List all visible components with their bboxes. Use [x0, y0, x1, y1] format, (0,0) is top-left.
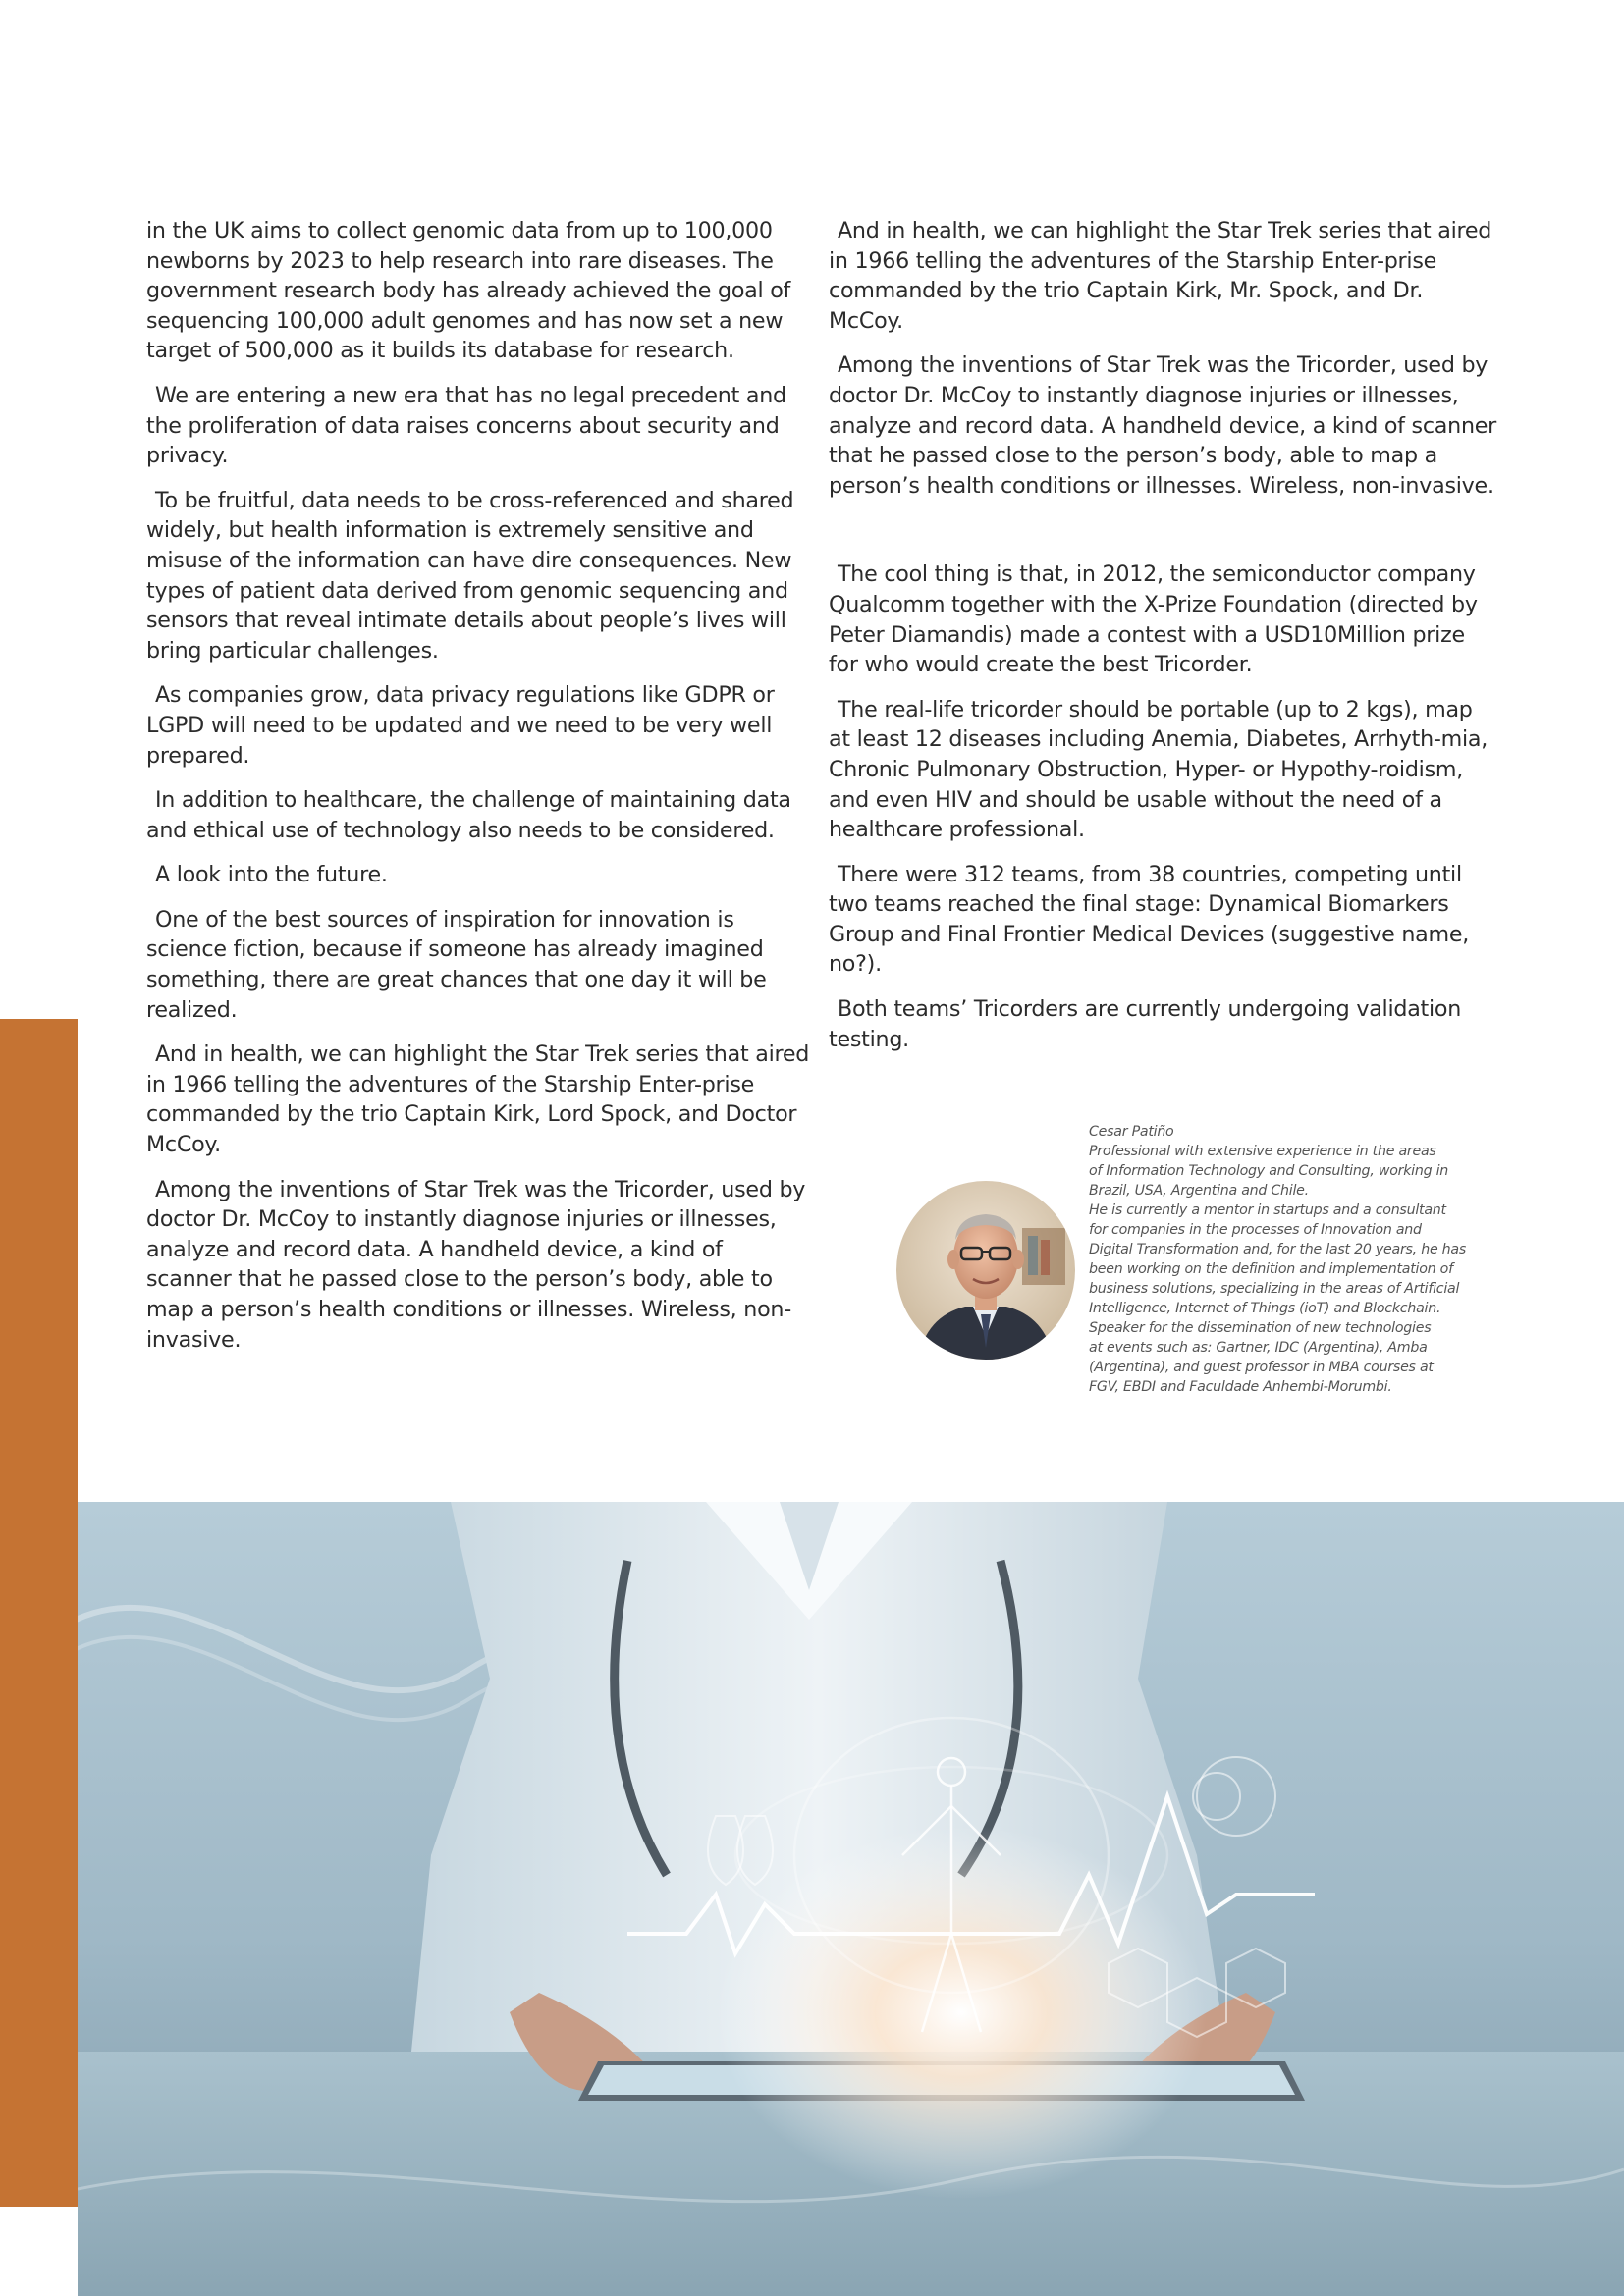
author-photo [896, 1181, 1075, 1360]
column-spacer [829, 515, 1498, 560]
bio-line: (Argentina), and guest professor in MBA courses at [1089, 1360, 1434, 1375]
bio-line: been working on the definition and implementation of [1089, 1261, 1453, 1277]
bio-line: of Information Technology and Consulting, working in [1089, 1163, 1449, 1179]
bio-line: at events such as: Gartner, IDC (Argentina), Amba [1089, 1340, 1428, 1356]
bio-line: for companies in the processes of Innovation and [1089, 1222, 1422, 1238]
bio-line: Digital Transformation and, for the last 20 years, he has [1089, 1242, 1467, 1257]
accent-bar [0, 1019, 78, 2207]
article-left-column [146, 216, 814, 1369]
paragraph: There were 312 teams, from 38 countries, competing until two teams reached the final stage: Dynamical Biomarkers Group and Final Frontier Medical Devices (suggestive name, no?). [829, 861, 1470, 978]
paragraph: in the UK aims to collect genomic data from up to 100,000 newborns by 2023 to help research into rare diseases. The government research body has already achieved the goal of sequencing 100,000 adult genomes and has now set a new target of 500,000 as it builds its database for research. [146, 218, 791, 364]
bio-line: FGV, EBDI and Faculdade Anhembi-Morumbi. [1089, 1379, 1392, 1395]
paragraph: The real-life tricorder should be portable (up to 2 kgs), map at least 12 diseases including Anemia, Diabetes, Arrhyth-mia, Chronic Pulmonary Obstruction, Hyper- or Hypothy-roidism, and even HIV and should be usable without the need of a healthcare professional. [829, 696, 1489, 843]
bio-line: business solutions, specializing in the areas of Artificial [1089, 1281, 1460, 1297]
paragraph: Both teams’ Tricorders are currently undergoing validation testing. [829, 996, 1462, 1052]
paragraph: And in health, we can highlight the Star Trek series that aired in 1966 telling the adventures of the Starship Enter-prise commanded by the trio Captain Kirk, Lord Spock, and Doctor McCoy. [146, 1041, 810, 1158]
author-name: Cesar Patiño [1089, 1124, 1174, 1140]
paragraph: We are entering a new era that has no legal precedent and the proliferation of data raises concerns about security and privacy. [146, 382, 786, 469]
bio-line: Professional with extensive experience in the areas [1089, 1144, 1436, 1159]
paragraph: To be fruitful, data needs to be cross-referenced and shared widely, but health information is extremely sensitive and misuse of the information can have dire consequences. New types of patient data derived from genomic sequencing and sensors that reveal intimate details about people’s lives will bring particular challenges. [146, 487, 794, 664]
bio-line: He is currently a mentor in startups and a consultant [1089, 1202, 1446, 1218]
paragraph: As companies grow, data privacy regulations like GDPR or LGPD will need to be updated and we need to be very well prepared. [146, 682, 775, 769]
paragraph: In addition to healthcare, the challenge of maintaining data and ethical use of technology also needs to be considered. [146, 787, 791, 843]
bio-line: Intelligence, Internet of Things (ioT) and Blockchain. [1089, 1301, 1441, 1316]
bio-line: Brazil, USA, Argentina and Chile. [1089, 1183, 1309, 1199]
hero-image [78, 1502, 1624, 2296]
paragraph: One of the best sources of inspiration for innovation is science fiction, because if someone has already imagined something, there are great chances that one day it will be realized. [146, 906, 767, 1023]
bio-line: Speaker for the dissemination of new technologies [1089, 1320, 1432, 1336]
paragraph: Among the inventions of Star Trek was the Tricorder, used by doctor Dr. McCoy to instantly diagnose injuries or illnesses, analyze and record data. A handheld device, a kind of scanner that he passed close to the person’s body, able to map a person’s health conditions or illnesses. Wireless, non-invasive. [829, 352, 1497, 499]
paragraph: And in health, we can highlight the Star Trek series that aired in 1966 telling the adventures of the Starship Enter-prise commanded by the trio Captain Kirk, Mr. Spock, and Dr. McCoy. [829, 218, 1492, 334]
article-right-column [829, 216, 1498, 1069]
paragraph: Among the inventions of Star Trek was the Tricorder, used by doctor Dr. McCoy to instantly diagnose injuries or illnesses, analyze and record data. A handheld device, a kind of scanner that he passed close to the person’s body, able to map a person’s health conditions or illnesses. Wireless, non-invasive. [146, 1176, 806, 1353]
paragraph: The cool thing is that, in 2012, the semiconductor company Qualcomm together with the X-Prize Foundation (directed by Peter Diamandis) made a contest with a USD10Million prize for who would create the best Tricorder. [829, 561, 1478, 678]
author-bio [1089, 1122, 1501, 1397]
section-heading: A look into the future. [155, 862, 388, 888]
